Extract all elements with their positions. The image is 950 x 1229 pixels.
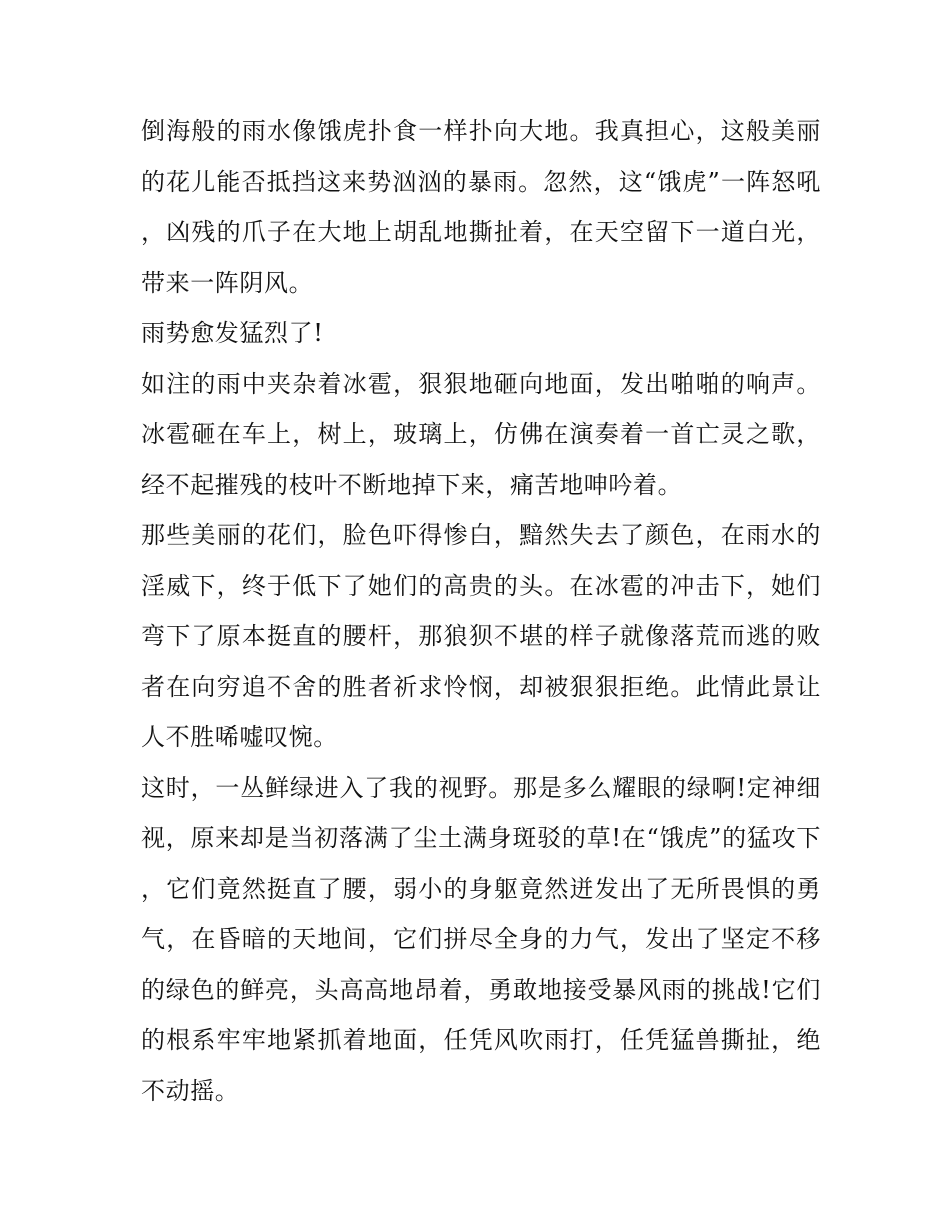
paragraph-4: 那些美丽的花们，脸色吓得惨白，黯然失去了颜色，在雨水的淫威下，终于低下了她们的高贵的头。在冰雹的冲击下，她们弯下了原本挺直的腰杆，那狼狈不堪的样子就像落荒而逃的败者在向穷追不舍的胜者祈求怜悯，却被狠狠拒绝。此情此景让人不胜唏嘘叹惋。: [141, 521, 821, 751]
paragraph-2: 雨势愈发猛烈了!: [141, 319, 324, 347]
paragraph-3: 如注的雨中夹杂着冰雹，狠狠地砸向地面，发出啪啪的响声。冰雹砸在车上，树上，玻璃上，仿佛在演奏着一首亡灵之歌，经不起摧残的枝叶不断地掉下来，痛苦地呻吟着。: [141, 369, 821, 499]
paragraph-1: 倒海般的雨水像饿虎扑食一样扑向大地。我真担心，这般美丽的花儿能否抵挡这来势汹汹的暴雨。忽然，这“饿虎”一阵怒吼，凶残的爪子在大地上胡乱地撕扯着，在天空留下一道白光，带来一阵阴风。: [141, 117, 821, 297]
paragraph-5: 这时，一丛鲜绿进入了我的视野。那是多么耀眼的绿啊!定神细视，原来却是当初落满了尘土满身斑驳的草!在“饿虎”的猛攻下，它们竟然挺直了腰，弱小的身躯竟然迸发出了无所畏惧的勇气，在昏暗的天地间，它们拼尽全身的力气，发出了坚定不移的绿色的鲜亮，头高高地昂着，勇敢地接受暴风雨的挑战!它们的根系牢牢地紧抓着地面，任凭风吹雨打，任凭猛兽撕扯，绝不动摇。: [141, 773, 821, 1105]
article-body: [141, 106, 821, 1116]
